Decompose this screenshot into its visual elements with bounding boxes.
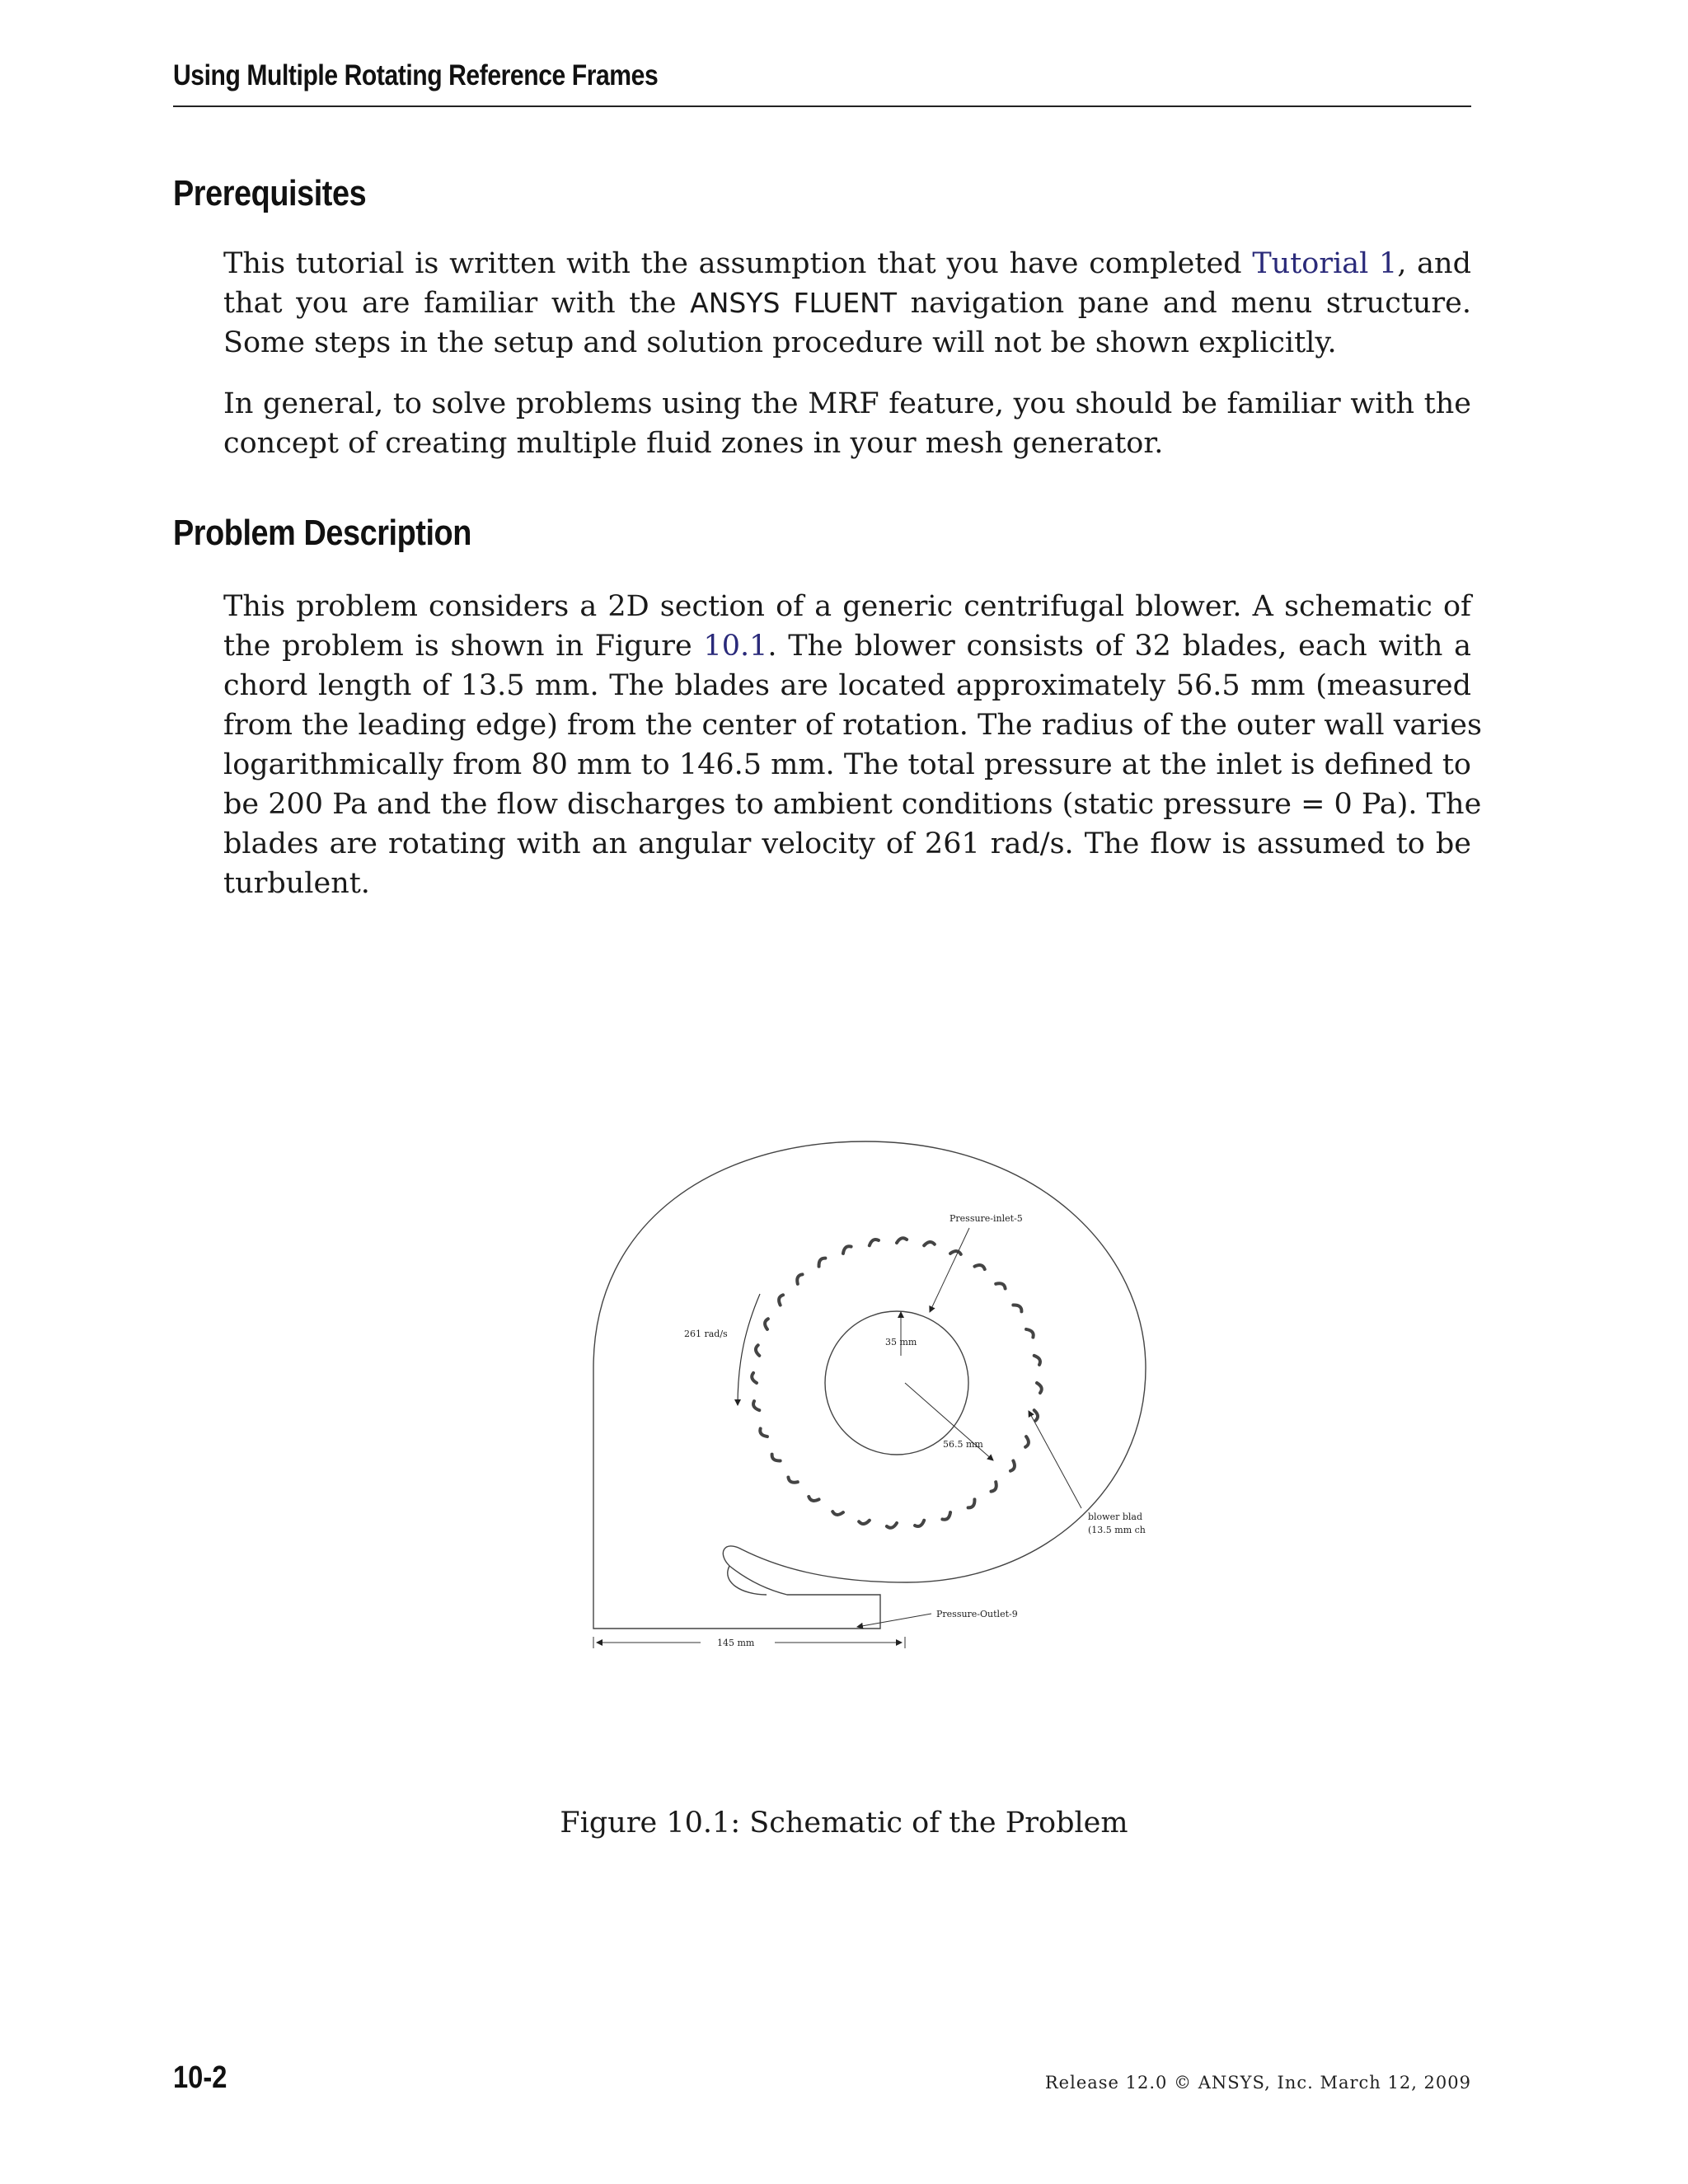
text-span: . The blower consists of 32 blades, each with a xyxy=(767,630,1471,663)
angular-velocity-label: 261 rad/s xyxy=(684,1329,728,1339)
figure-10-1-link[interactable]: 10.1 xyxy=(703,630,768,663)
pressure-outlet-label: Pressure-Outlet-9 xyxy=(936,1609,1018,1619)
blade-ring xyxy=(752,1238,1042,1528)
text-line: This problem considers a 2D section of a generic centrifugal blower. A schematic of xyxy=(223,590,1471,623)
blower-schematic-svg xyxy=(577,1121,1154,1665)
pressure-outlet-leader xyxy=(857,1614,931,1627)
width-dimension-label: 145 mm xyxy=(717,1638,755,1648)
blade-radius-label: 56.5 mm xyxy=(943,1439,983,1450)
text-span: , and xyxy=(1397,247,1471,280)
text-line: concept of creating multiple fluid zones in your mesh generator. xyxy=(223,427,1164,460)
blower-blade xyxy=(1026,1329,1034,1338)
text-line xyxy=(223,244,1471,284)
page-number: 10-2 xyxy=(173,2060,227,2095)
blower-blade xyxy=(897,1238,907,1243)
blower-blade xyxy=(1010,1460,1015,1470)
text-span: the problem is shown in Figure xyxy=(223,630,704,663)
blower-blade xyxy=(1034,1410,1038,1421)
text-span: navigation pane and menu structure. xyxy=(897,287,1471,320)
blower-blade xyxy=(887,1523,897,1528)
blower-blade xyxy=(772,1455,781,1461)
pressure-inlet-label: Pressure-inlet-5 xyxy=(950,1213,1023,1224)
blower-blade xyxy=(870,1240,879,1245)
blade-note-leader xyxy=(1029,1411,1081,1508)
text-line: In general, to solve problems using the MRF feature, you should be familiar with the xyxy=(223,387,1471,420)
text-line: blades are rotating with an angular velocity of 261 rad/s. The flow is assumed to be xyxy=(223,827,1471,860)
text-line: turbulent. xyxy=(223,867,370,900)
blower-blade xyxy=(1034,1356,1040,1365)
blower-blade xyxy=(915,1521,924,1526)
blower-blade xyxy=(1037,1383,1042,1393)
blower-blade xyxy=(843,1246,851,1254)
pressure-inlet-leader xyxy=(930,1228,969,1312)
blower-blade xyxy=(832,1511,843,1515)
text-line: from the leading edge) from the center of rotation. The radius of the outer wall varies xyxy=(223,709,1482,742)
blower-blade xyxy=(765,1319,768,1329)
product-name: ANSYS FLUENT xyxy=(690,287,898,319)
blower-blade xyxy=(809,1497,818,1501)
running-header-title: Using Multiple Rotating Reference Frames xyxy=(173,59,659,91)
blower-blade xyxy=(752,1373,757,1383)
blower-blade xyxy=(942,1512,950,1520)
blower-blade xyxy=(756,1345,759,1356)
section-heading-problem-description: Problem Description xyxy=(173,513,471,553)
blower-blade xyxy=(1025,1436,1029,1447)
blade-note-label-2: (13.5 mm ch xyxy=(1088,1525,1146,1535)
blower-blade xyxy=(760,1428,767,1436)
text-line xyxy=(223,626,1471,666)
blower-blade xyxy=(950,1251,961,1254)
blower-blade xyxy=(859,1521,870,1524)
blower-blade xyxy=(779,1295,783,1305)
text-line: be 200 Pa and the flow discharges to ambient conditions (static pressure = 0 Pa). The xyxy=(223,788,1482,821)
paragraph-problem-description xyxy=(223,587,1482,903)
tutorial-1-link[interactable]: Tutorial 1 xyxy=(1252,247,1398,280)
blower-blade xyxy=(924,1242,935,1245)
blower-blade xyxy=(991,1482,996,1491)
release-footer: Release 12.0 © ANSYS, Inc. March 12, 2009 xyxy=(1044,2073,1471,2093)
blower-blade xyxy=(1013,1305,1021,1312)
text-span: that you are familiar with the xyxy=(223,287,691,320)
blower-blade xyxy=(968,1499,975,1507)
blower-blade xyxy=(797,1274,802,1283)
blade-note-label-1: blower blad xyxy=(1088,1511,1143,1522)
paragraph-prerequisites-2 xyxy=(223,384,1471,463)
text-line: chord length of 13.5 mm. The blades are located approximately 56.5 mm (measured xyxy=(223,669,1471,702)
section-heading-prerequisites: Prerequisites xyxy=(173,173,367,213)
text-line: logarithmically from 80 mm to 146.5 mm. The total pressure at the inlet is defined to xyxy=(223,748,1471,781)
text-span: This tutorial is written with the assumption that you have completed xyxy=(223,247,1253,280)
blower-blade xyxy=(753,1401,759,1410)
inner-radius-label: 35 mm xyxy=(885,1337,917,1347)
blower-blade xyxy=(788,1477,797,1482)
text-line xyxy=(223,284,1471,323)
blower-schematic-figure xyxy=(577,1121,1154,1665)
blower-blade xyxy=(974,1265,984,1269)
blower-casing-outline xyxy=(593,1141,1146,1629)
blower-blade xyxy=(819,1258,826,1267)
outlet-cutoff-lip xyxy=(728,1566,767,1595)
text-line: Some steps in the setup and solution procedure will not be shown explicitly. xyxy=(223,326,1337,359)
header-rule xyxy=(173,105,1471,107)
blower-blade xyxy=(996,1283,1005,1288)
paragraph-prerequisites-1 xyxy=(223,244,1471,363)
inner-circle xyxy=(825,1311,968,1455)
figure-caption: Figure 10.1: Schematic of the Problem xyxy=(560,1807,1128,1840)
